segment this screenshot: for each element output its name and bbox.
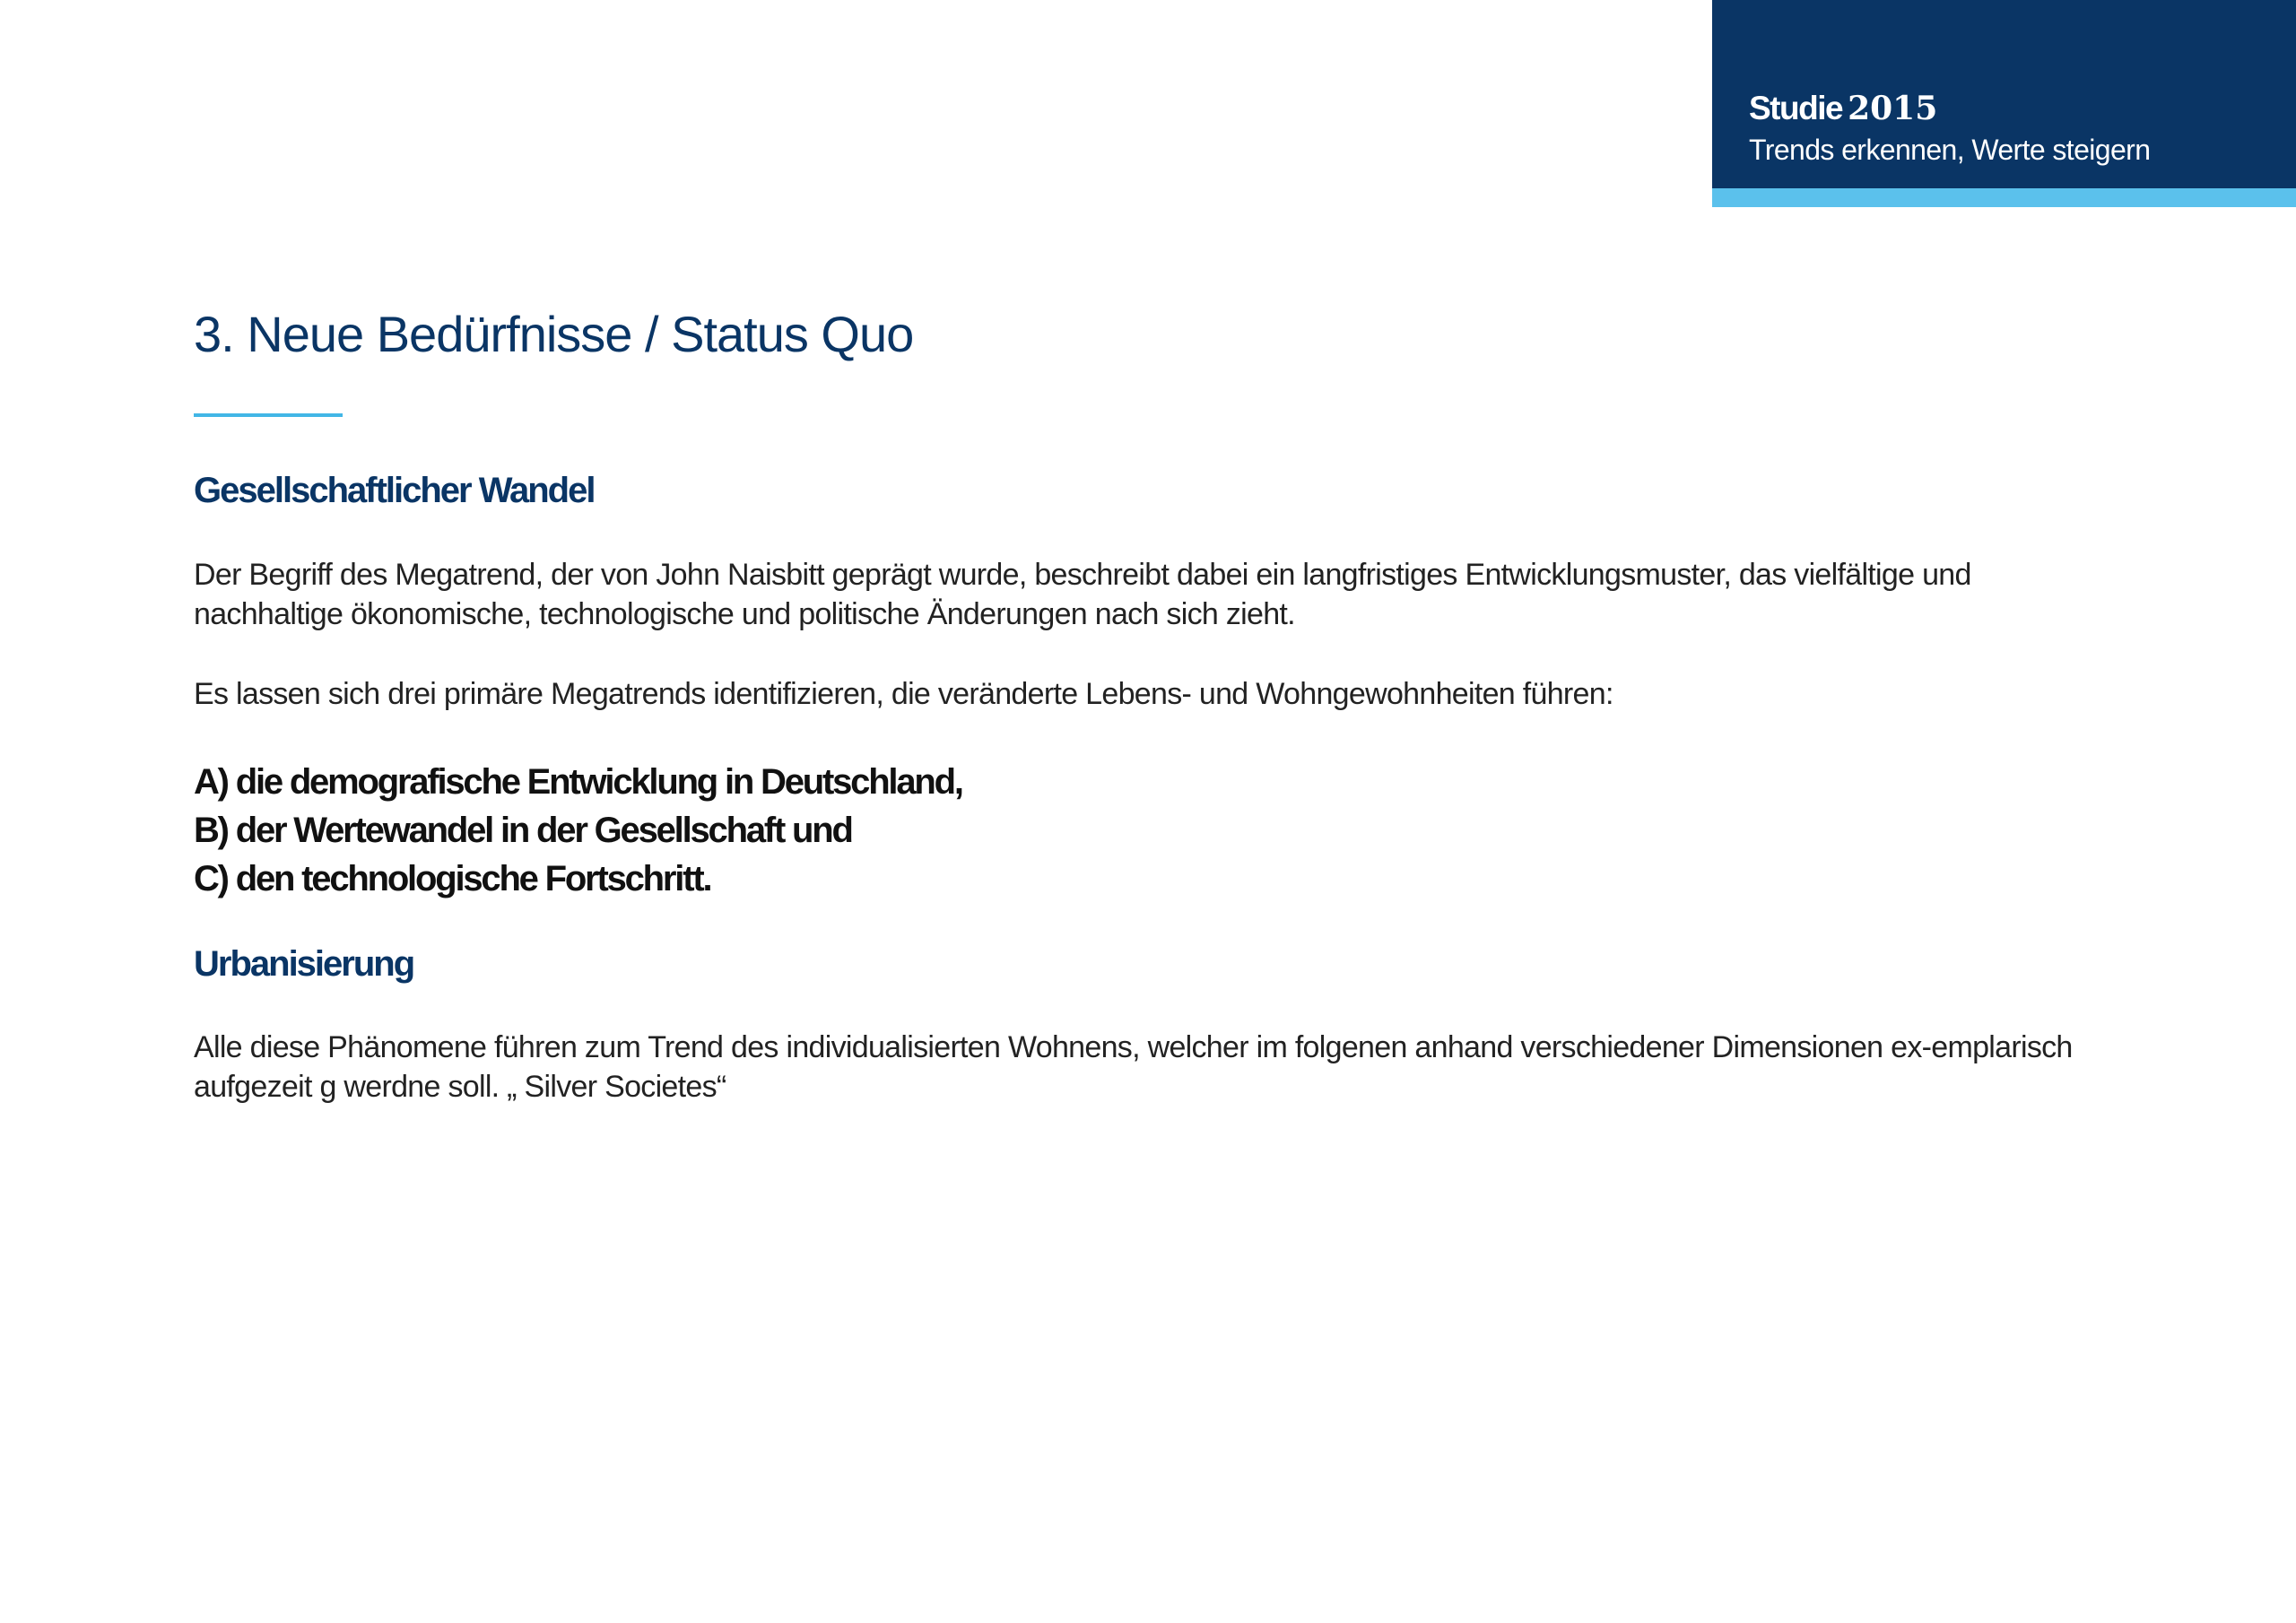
title-underline xyxy=(194,413,343,417)
page-title: 3. Neue Bedürfnisse / Status Quo xyxy=(194,306,914,362)
brand-year: 2015 xyxy=(1848,90,1938,127)
section-heading-gesellschaftlicher-wandel: Gesellschaftlicher Wandel xyxy=(194,471,595,510)
list-item: B) der Wertewandel in der Gesellschaft und xyxy=(194,811,852,850)
brand-tagline: Trends erkennen, Werte steigern xyxy=(1749,134,2151,166)
list-item: C) den technologische Fortschritt. xyxy=(194,859,711,898)
paragraph-megatrend-definition: Der Begriff des Megatrend, der von John Naisbitt geprägt wurde, beschreibt dabei ein langfristiges Entwicklungsmuster, das vielfältige und nachhaltige ökonomische, technologische und politische Änderungen nach sich zieht. xyxy=(194,558,1971,631)
megatrend-list xyxy=(194,758,962,903)
paragraph-megatrends-intro: Es lassen sich drei primäre Megatrends identifizieren, die veränderte Lebens- und Wohngewohnheiten führen: xyxy=(194,677,1613,711)
brand-title xyxy=(1749,90,1937,127)
paragraph-urbanisierung: Alle diese Phänomene führen zum Trend des individualisierten Wohnens, welcher im folgenen anhand verschiedener Dimensionen ex-emplarisch aufgezeit g werdne soll. „ Silver Societes“ xyxy=(194,1030,2073,1104)
brand-word: Studie xyxy=(1749,90,1843,126)
section-heading-urbanisierung: Urbanisierung xyxy=(194,944,414,984)
header-accent-strip xyxy=(1712,188,2296,207)
list-item: A) die demografische Entwicklung in Deutschland, xyxy=(194,762,962,802)
